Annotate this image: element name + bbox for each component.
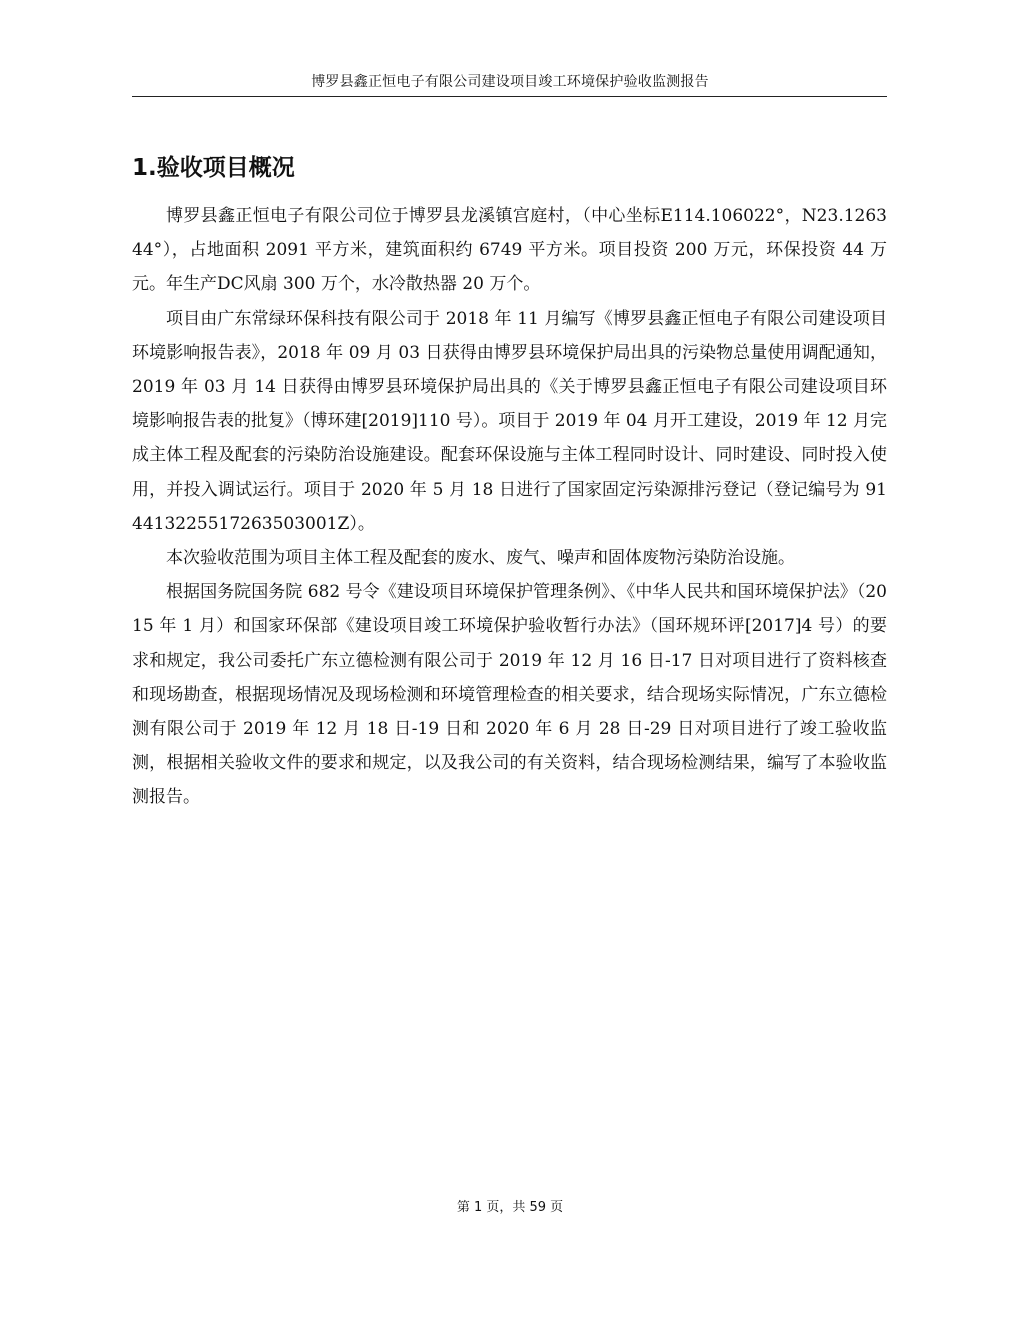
paragraph-acceptance-scope: 本次验收范围为项目主体工程及配套的废水、废气、噪声和固体废物污染防治设施。 bbox=[166, 548, 795, 569]
page-number: 第 1 页，共 59 页 bbox=[456, 1200, 564, 1215]
header-rule bbox=[132, 96, 887, 97]
paragraph-monitoring-basis: 根据国务院国务院 682 号令《建设项目环境保护管理条例》、《中华人民共和国环境保护法》（2015 年 1 月）和国家环保部《建设项目竣工环境保护验收暂行办法》（国环规环评[2017]4 号）的要求和规定，我公司委托广东立德检测有限公司于 2019 年 12 月 16 日-17 日对项目进行了资料核查和现场勘查，根据现场情况及现场检测和环境管理检查的相关要求，结合现场实际情况，广东立德检测有限公司于 2019 年 12 月 18 日-19 日和 2020 年 6 月 28 日-29 日对项目进行了竣工验收监测，根据相关验收文件的要求和规定，以及我公司的有关资料，结合现场检测结果，编写了本验收监测报告。 bbox=[132, 582, 887, 808]
paragraph-project-overview: 博罗县鑫正恒电子有限公司位于博罗县龙溪镇宫庭村，（中心坐标E114.106022°，N23.126344°），占地面积 2091 平方米，建筑面积约 6749 平方米。项目投资 200 万元，环保投资 44 万元。年生产DC风扇 300 万个，水冷散热器 20 万个。 bbox=[132, 206, 887, 295]
body-text bbox=[132, 199, 887, 815]
section-title: 1.验收项目概况 bbox=[132, 155, 295, 181]
paragraph-approval-history: 项目由广东常绿环保科技有限公司于 2018 年 11 月编写《博罗县鑫正恒电子有限公司建设项目环境影响报告表》，2018 年 09 月 03 日获得由博罗县环境保护局出具的污染物总量使用调配通知，2019 年 03 月 14 日获得由博罗县环境保护局出具的《关于博罗县鑫正恒电子有限公司建设项目环境影响报告表的批复》（博环建[2019]110 号）。项目于 2019 年 04 月开工建设，2019 年 12 月完成主体工程及配套的污染防治设施建设。配套环保设施与主体工程同时设计、同时建设、同时投入使用，并投入调试运行。项目于 2020 年 5 月 18 日进行了国家固定污染源排污登记（登记编号为 914413225517263503001Z）。 bbox=[132, 308, 887, 534]
running-header: 博罗县鑫正恒电子有限公司建设项目竣工环境保护验收监测报告 bbox=[311, 74, 709, 90]
